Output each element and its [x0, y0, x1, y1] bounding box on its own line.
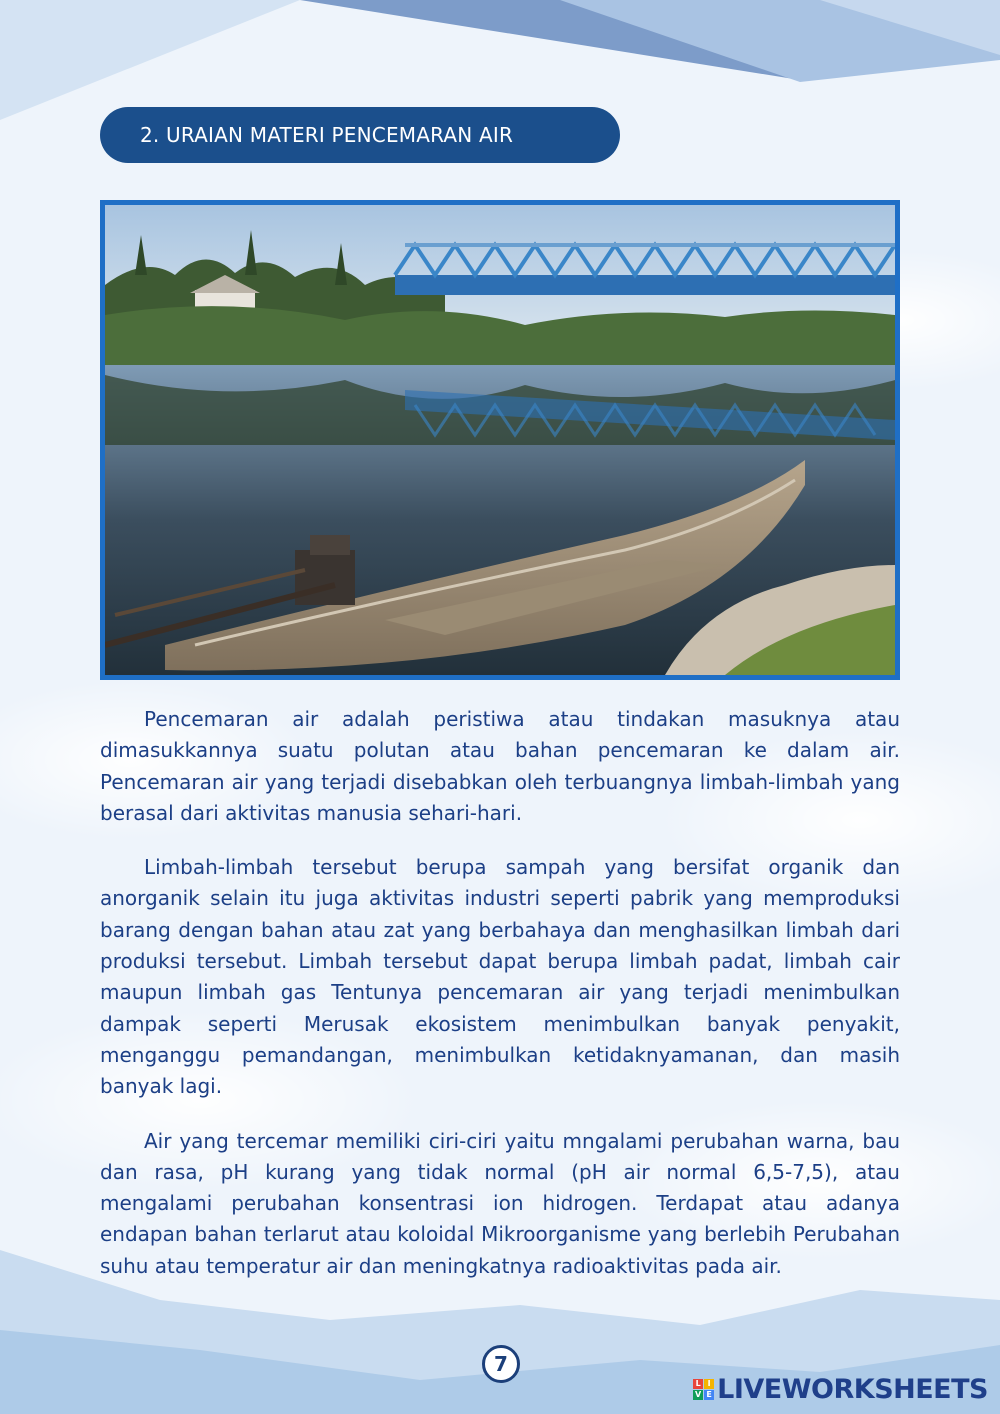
- paragraph-sources: Limbah-limbah tersebut berupa sampah yang bersifat organik dan anorganik selain itu juga aktivitas industri seperti pabrik yang memproduksi barang dengan bahan atau zat yang berbahaya dan menghasilkan limbah dari produksi tersebut. Limbah tersebut dapat berupa limbah padat, limbah cair maupun limbah gas Tentunya pencemaran air yang terjadi menimbulkan dampak seperti Merusak ekosistem menimbulkan banyak penyakit, menganggu pemandangan, menimbulkan ketidaknyamanan, dan masih banyak lagi.: [100, 855, 900, 1099]
- liveworksheets-logo-icon: [693, 1379, 714, 1400]
- page-number: 7: [482, 1345, 520, 1383]
- section-title-banner: [100, 107, 620, 163]
- paragraph-definition: Pencemaran air adalah peristiwa atau tindakan masuknya atau dimasukkannya suatu polutan atau bahan pencemaran ke dalam air. Pencemaran air yang terjadi disebabkan oleh terbuangnya limbah-limbah yang berasal dari aktivitas manusia sehari-hari.: [100, 707, 900, 825]
- liveworksheets-logo: [693, 1372, 988, 1406]
- logo-letter-i: I: [704, 1379, 714, 1389]
- logo-letter-e: E: [704, 1390, 714, 1400]
- river-photo-icon: [105, 205, 895, 675]
- liveworksheets-logo-text: LIVEWORKSHEETS: [717, 1373, 988, 1405]
- river-photo: [100, 200, 900, 680]
- body-text: [100, 704, 900, 1305]
- section-title: 2. URAIAN MATERI PENCEMARAN AIR: [140, 123, 514, 147]
- logo-letter-l: L: [693, 1379, 703, 1389]
- logo-letter-v: V: [695, 1389, 702, 1399]
- paragraph-characteristics: Air yang tercemar memiliki ciri-ciri yaitu mngalami perubahan warna, bau dan rasa, pH kurang yang tidak normal (pH air normal 6,5-7,5), atau mengalami perubahan konsentrasi ion hidrogen. Terdapat atau adanya endapan bahan terlarut atau koloidal Mikroorganisme yang berlebih Perubahan suhu atau temperatur air dan meningkatnya radioaktivitas pada air.: [100, 1128, 900, 1278]
